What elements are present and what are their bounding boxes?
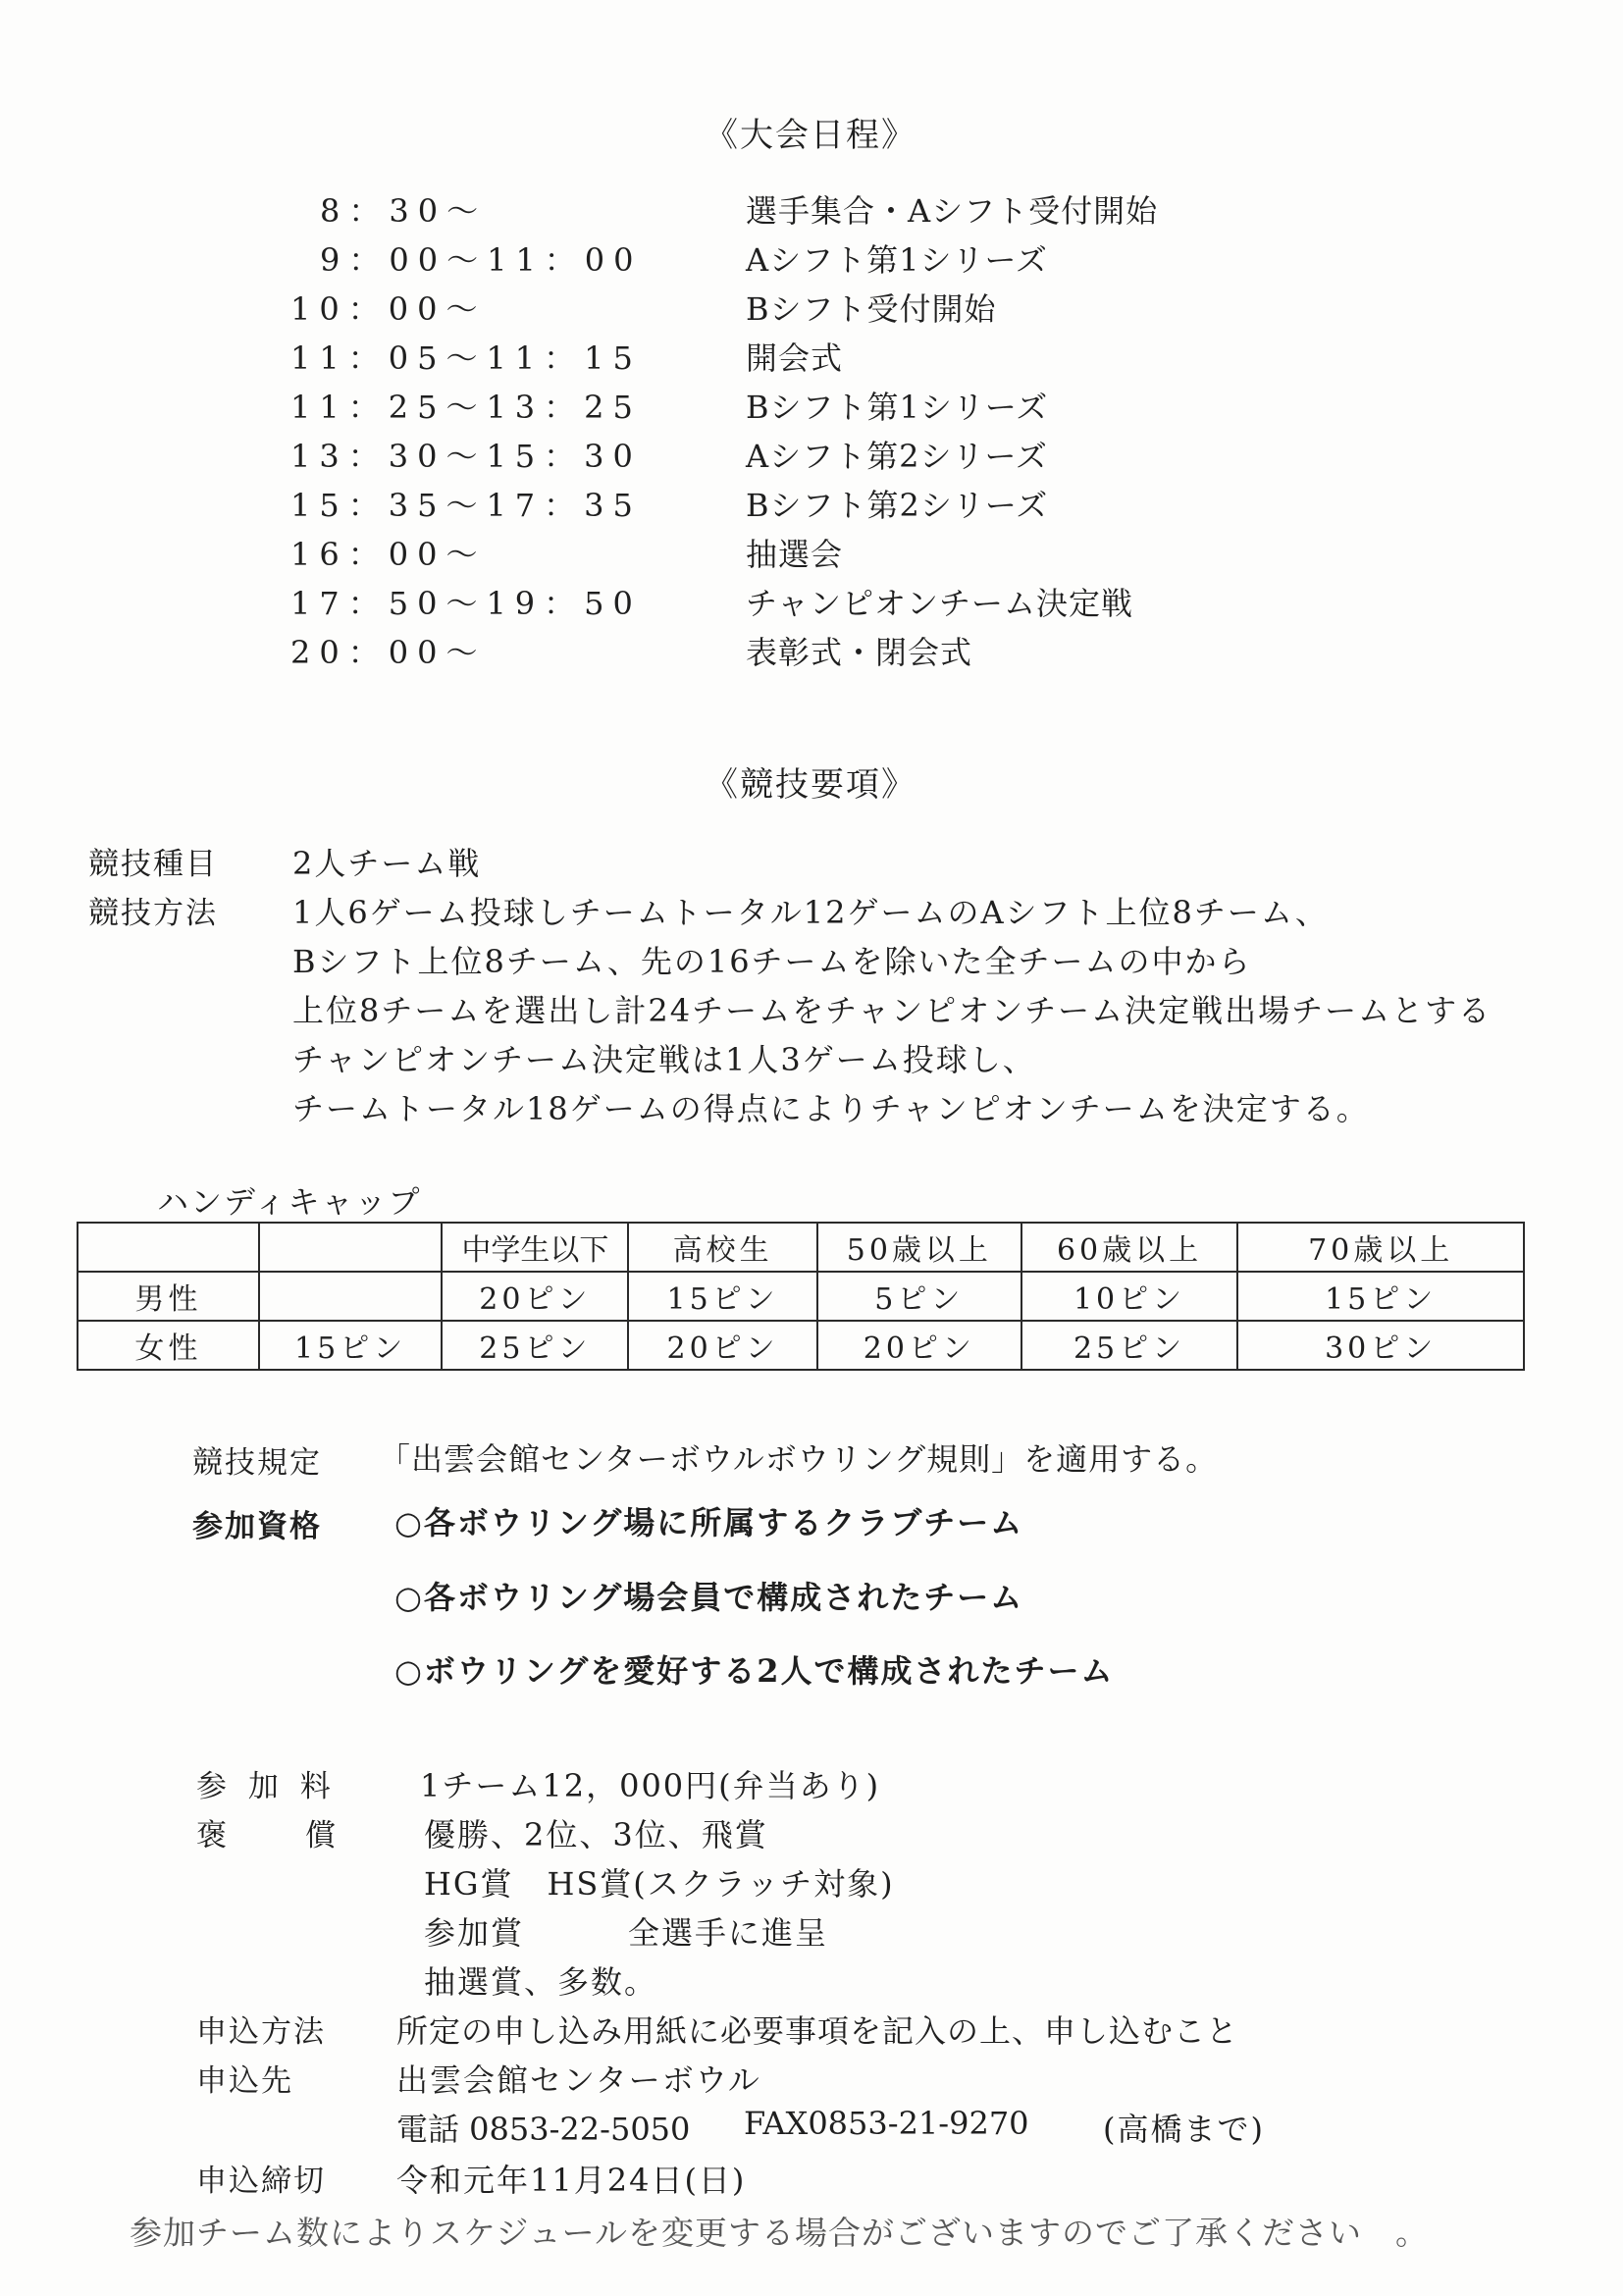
footer-note: 参加チーム数によりスケジュールを変更する場合がございますのでご了承ください 。: [130, 2214, 1430, 2252]
fee-label: 参 加 料: [196, 1769, 337, 1804]
table-header-cell: 60歳以上: [1021, 1223, 1238, 1272]
method-line: 1人6ゲーム投球しチームトータル12ゲームのAシフト上位8チーム、: [292, 894, 1329, 931]
schedule-time: 11：05～11：15: [290, 339, 642, 377]
awards-line: 抽選賞、多数。: [424, 1963, 658, 2001]
awards-line: 全選手に進呈: [628, 1914, 829, 1952]
application-method-value: 所定の申し込み用紙に必要事項を記入の上、申し込むこと: [396, 2012, 1239, 2050]
schedule-time: 16：00～: [290, 536, 487, 573]
method-line: 上位8チームを選出し計24チームをチャンピオンチーム決定戦出場チームとする: [292, 992, 1492, 1029]
deadline-value: 令和元年11月24日(日): [396, 2162, 747, 2199]
schedule-time: 11：25～13：25: [290, 389, 642, 426]
handicap-table: [77, 1222, 1525, 1371]
table-cell: 20ピン: [628, 1321, 817, 1370]
table-cell: 男性: [78, 1272, 259, 1321]
regulations-label: 競技規定: [192, 1445, 322, 1481]
schedule-event: Bシフト第1シリーズ: [746, 389, 1049, 426]
table-header-cell: [259, 1223, 443, 1272]
table-header-cell: 70歳以上: [1237, 1223, 1524, 1272]
method-line: チャンピオンチーム決定戦は1人3ゲーム投球し、: [292, 1041, 1036, 1078]
table-cell: 20ピン: [817, 1321, 1021, 1370]
schedule-event: Bシフト第2シリーズ: [746, 487, 1049, 524]
table-header-cell: [78, 1223, 259, 1272]
eligibility-item: ○各ボウリング場会員で構成されたチーム: [394, 1579, 1024, 1616]
fee-value: 1チーム12，000円(弁当あり): [420, 1767, 881, 1804]
schedule-time: 8：30～: [320, 192, 488, 230]
schedule-time: 9：00～11：00: [320, 241, 643, 279]
rules-heading: 《競技要項》: [705, 765, 916, 805]
table-cell: 25ピン: [1021, 1321, 1238, 1370]
eligibility-item: ○各ボウリング場に所属するクラブチーム: [394, 1504, 1024, 1541]
table-cell: 15ピン: [1237, 1272, 1524, 1321]
application-method-label: 申込方法: [196, 2014, 326, 2050]
awards-line: 優勝、2位、3位、飛賞: [424, 1816, 768, 1853]
table-cell: 10ピン: [1021, 1272, 1238, 1321]
table-header-row: [78, 1223, 1524, 1272]
eligibility-item: ○ボウリングを愛好する2人で構成されたチーム: [394, 1652, 1115, 1690]
schedule-event: 表彰式・閉会式: [746, 634, 973, 671]
contact-person: (高橋まで): [1103, 2111, 1265, 2148]
method-line: チームトータル18ゲームの得点によりチャンピオンチームを決定する。: [292, 1090, 1370, 1127]
schedule-event: Aシフト第2シリーズ: [746, 438, 1048, 475]
schedule-event: 選手集合・Aシフト受付開始: [746, 192, 1159, 230]
table-cell: 20ピン: [442, 1272, 628, 1321]
awards-line: HG賞 HS賞(スクラッチ対象): [424, 1865, 895, 1903]
method-line: Bシフト上位8チーム、先の16チームを除いた全チームの中から: [292, 943, 1252, 980]
schedule-time: 10：00～: [290, 290, 487, 328]
table-header-cell: 50歳以上: [817, 1223, 1021, 1272]
table-cell: 15ピン: [259, 1321, 443, 1370]
table-cell: [259, 1272, 443, 1321]
regulations-value: 「出雲会館センターボウルボウリング規則」を適用する。: [379, 1440, 1219, 1478]
table-header-cell: 中学生以下: [442, 1223, 628, 1272]
eligibility-label: 参加資格: [192, 1509, 322, 1544]
schedule-time: 15：35～17：35: [290, 487, 642, 524]
application-to-value: 出雲会館センターボウル: [396, 2061, 761, 2099]
table-cell: 女性: [78, 1321, 259, 1370]
schedule-event: 開会式: [746, 339, 844, 377]
schedule-heading: 《大会日程》: [705, 116, 916, 155]
schedule-event: Aシフト第1シリーズ: [746, 241, 1048, 279]
table-cell: 5ピン: [817, 1272, 1021, 1321]
table-cell: 15ピン: [628, 1272, 817, 1321]
schedule-event: Bシフト受付開始: [746, 290, 997, 328]
table-cell: 30ピン: [1237, 1321, 1524, 1370]
table-row: [78, 1321, 1524, 1370]
schedule-time: 17：50～19：50: [290, 585, 642, 622]
table-cell: 25ピン: [442, 1321, 628, 1370]
table-header-cell: 高校生: [628, 1223, 817, 1272]
table-row: [78, 1272, 1524, 1321]
schedule-event: チャンピオンチーム決定戦: [746, 585, 1134, 622]
phone-number: 電話 0853-22-5050: [396, 2111, 691, 2148]
fax-number: FAX0853-21-9270: [744, 2105, 1029, 2142]
awards-label: 褒 償: [196, 1818, 341, 1853]
method-label: 競技方法: [88, 896, 218, 931]
event-type-label: 競技種目: [88, 847, 218, 882]
awards-line: 参加賞: [424, 1914, 525, 1952]
application-to-label: 申込先: [196, 2063, 293, 2099]
handicap-title: ハンディキャップ: [157, 1183, 422, 1221]
schedule-event: 抽選会: [746, 536, 844, 573]
schedule-time: 13：30～15：30: [290, 438, 642, 475]
event-type-value: 2人チーム戦: [292, 845, 482, 882]
schedule-time: 20：00～: [290, 634, 487, 671]
deadline-label: 申込締切: [196, 2164, 326, 2199]
